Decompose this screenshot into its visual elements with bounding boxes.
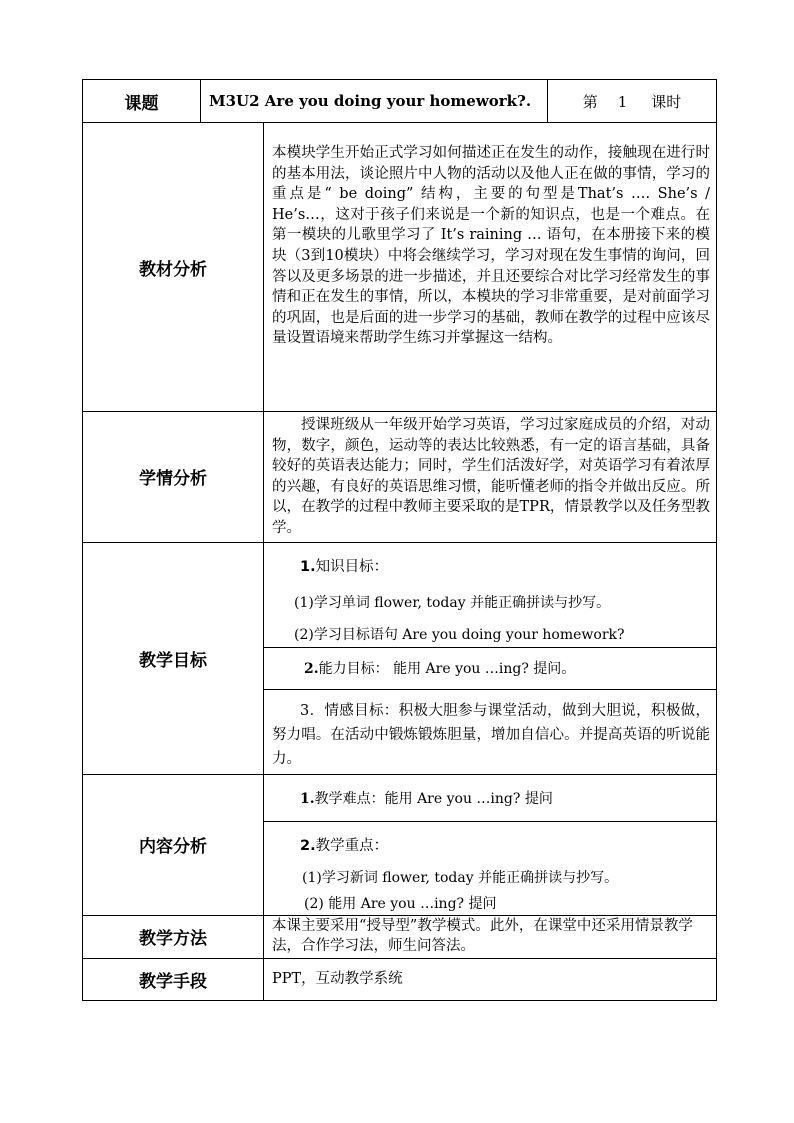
difficulty-cell [264,774,717,821]
topic-label: 课题 [83,80,201,123]
material-analysis-row [83,123,717,412]
student-analysis-label: 学情分析 [83,412,264,543]
student-analysis-row [83,412,717,543]
emotion-goal-number: 3． [300,702,325,719]
student-analysis-text: 授课班级从一年级开始学习英语，学习过家庭成员的介绍，对动物，数字，颜色，运动等的表达比较熟悉，有一定的语言基础，具备较好的英语表达能力；同时，学生们活泼好学，对英语学习有着浓厚的兴趣，有良好的英语思维习惯，能听懂老师的指令并做出反应。所以，在教学的过程中教师主要采取的是TPR，情景教学以及任务型教学。 [264,412,717,543]
key-points-number: 2. [300,837,316,854]
key-points-cell [264,821,717,915]
difficulty-number: 1. [300,790,315,807]
difficulty-text: 教学难点：能用 Are you …ing? 提问 [314,790,553,807]
content-analysis-label: 内容分析 [83,774,264,915]
knowledge-goal-title: 知识目标： [315,558,389,575]
teaching-goals-label: 教学目标 [83,542,264,774]
lesson-suffix: 课时 [651,92,682,111]
ability-goal-cell [264,647,717,689]
difficulty-row [83,774,717,821]
lesson-number-cell [548,80,717,123]
key-points-item-2: (2) 能用 Are you …ing? 提问 [304,895,497,912]
knowledge-goal-row [83,542,717,647]
lesson-title: M3U2 Are you doing your homework?. [201,80,548,123]
teaching-means-label: 教学手段 [83,958,264,1000]
teaching-means-text: PPT，互动教学系统 [264,958,717,1000]
ability-goal-number: 2. [304,661,319,678]
key-points-title: 教学重点： [315,837,389,854]
teaching-method-text: 本课主要采用“授导型”教学模式。此外，在课堂中还采用情景教学法，合作学习法，师生问答法。 [264,915,717,958]
lesson-prefix: 第 [582,92,598,111]
knowledge-goal-number: 1. [300,558,316,575]
key-points-item-1: (1)学习新词 flower, today 并能正确拼读与抄写。 [302,869,619,886]
knowledge-goal-cell [264,542,717,647]
emotion-goal-text: 情感目标：积极大胆参与课堂活动，做到大胆说，积极做，努力唱。在活动中锻炼锻炼胆量，增加自信心。并提高英语的听说能力。 [272,702,711,767]
knowledge-goal-item-2: (2)学习目标语句 Are you doing your homework? [294,626,625,643]
material-analysis-text: 本模块学生开始正式学习如何描述正在发生的动作，接触现在进行时的基本用法，谈论照片中人物的活动以及他人正在做的事情，学习的重点是“ be doing” 结构，主要的句型是That’s …. She’s / He’s…，这对于孩子们来说是一个新的知识点，也是一个难点。在第一模块的儿歌里学习了 It’s raining … 语句，在本册接下来的模块（3到10模块）中将会继续学习，学习对现在发生事情的询问，回答以及更多场景的进一步描述，并且还要综合对比学习经常发生的事情和正在发生的事情，所以，本模块的学习非常重要，是对前面学习的巩固，也是后面的进一步学习的基础，教师在教学的过程中应该尽量设置语境来帮助学生练习并掌握这一结构。 [264,123,717,412]
teaching-method-label: 教学方法 [83,915,264,958]
lesson-plan-table [82,79,717,1001]
teaching-means-row [83,958,717,1000]
teaching-method-row [83,915,717,958]
lesson-number: 1 [617,92,628,111]
knowledge-goal-item-1: (1)学习单词 flower, today 并能正确拼读与抄写。 [294,594,611,611]
material-analysis-label: 教材分析 [83,123,264,412]
ability-goal-text: 能力目标： 能用 Are you …ing? 提问。 [318,661,576,678]
emotion-goal-cell [264,689,717,774]
header-row [83,80,717,123]
